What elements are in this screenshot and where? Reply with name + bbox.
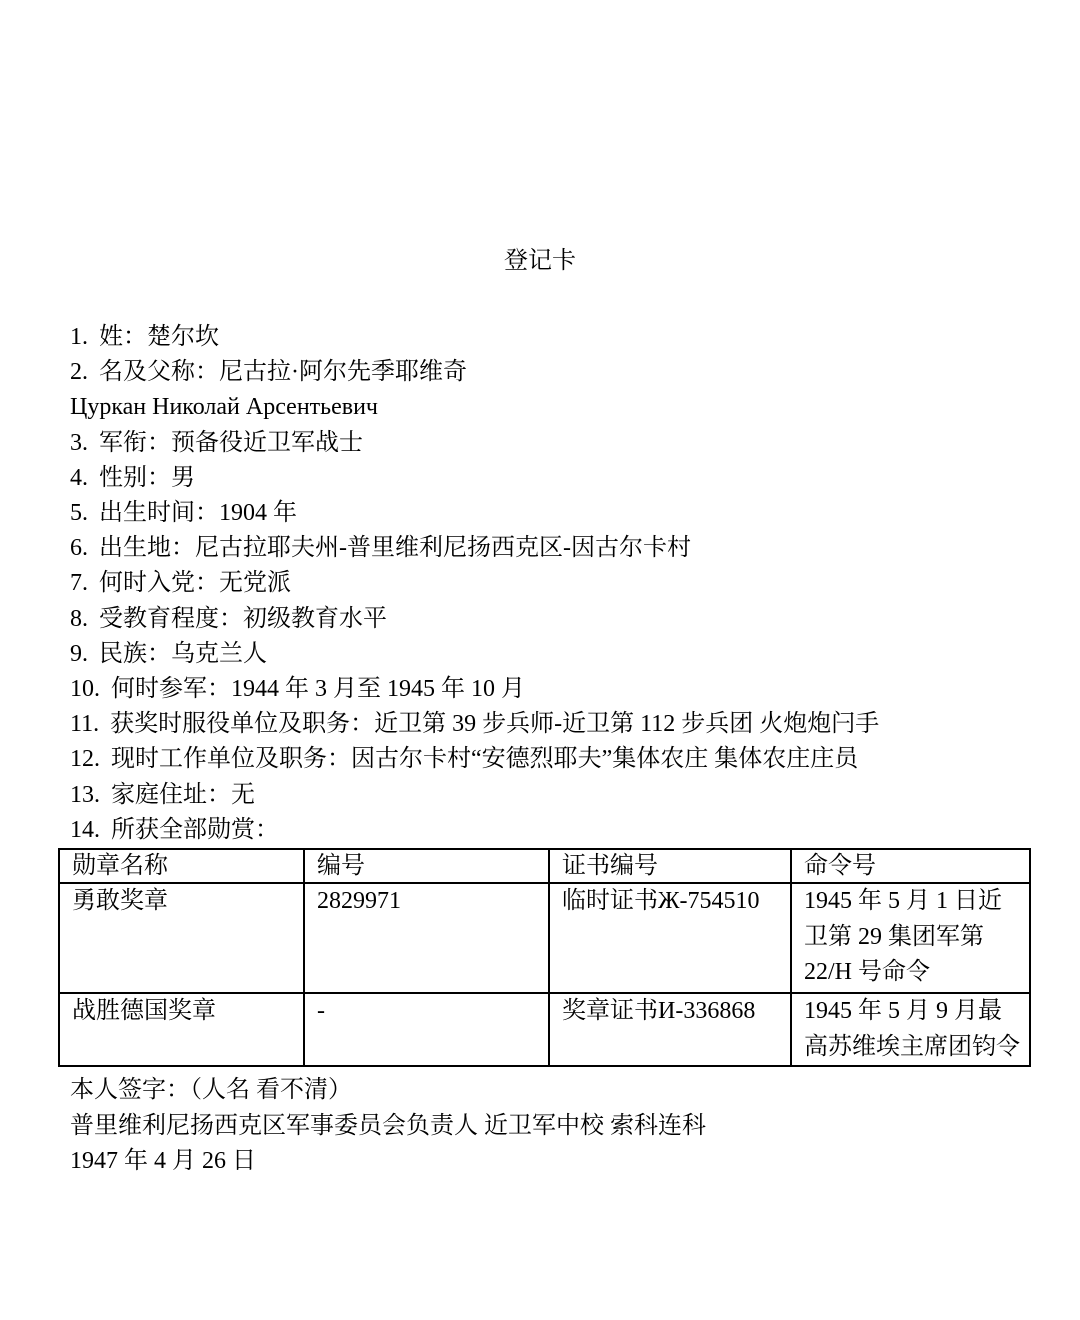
item-number: 11. xyxy=(70,711,100,738)
item-text: 出生地：尼古拉耶夫州-普里维利尼扬西克区-因古尔卡村 xyxy=(99,535,691,562)
item-number: 4. xyxy=(70,464,88,491)
header-medal-name: 勋章名称 xyxy=(59,849,304,883)
item-text: 获奖时服役单位及职务：近卫第 39 步兵师-近卫第 112 步兵团 火炮炮闩手 xyxy=(110,711,880,738)
item-text: 何时入党：无党派 xyxy=(99,570,291,597)
cell-certificate-number: 临时证书Ж-754510 xyxy=(549,883,791,993)
list-item xyxy=(70,742,1040,777)
item-number: 1. xyxy=(70,324,88,350)
list-item xyxy=(70,672,1040,707)
list-item xyxy=(70,496,1040,531)
list-item xyxy=(70,707,1040,742)
item-text: 出生时间：1904 年 xyxy=(99,500,297,527)
list-item xyxy=(70,426,1040,461)
item-number: 6. xyxy=(70,535,88,562)
cell-certificate-number: 奖章证书И-336868 xyxy=(549,993,791,1066)
footer-block xyxy=(70,1073,1040,1180)
list-item xyxy=(70,778,1040,813)
cell-order-number: 1945 年 5 月 9 月最高苏维埃主席团钧令 xyxy=(791,993,1030,1066)
date-line: 1947 年 4 月 26 日 xyxy=(70,1148,256,1175)
cell-medal-name: 战胜德国奖章 xyxy=(59,993,304,1066)
item-text: Цуркан Николай Арсентьевич xyxy=(70,394,379,421)
list-item xyxy=(70,461,1040,496)
item-number: 13. xyxy=(70,781,100,808)
item-text: 军衔：预备役近卫军战士 xyxy=(99,429,363,456)
item-text: 所获全部勋赏： xyxy=(111,816,279,843)
official-line: 普里维利尼扬西克区军事委员会负责人 近卫军中校 索科连科 xyxy=(70,1112,706,1139)
item-text: 名及父称：尼古拉·阿尔先季耶维奇 xyxy=(99,359,467,386)
header-order-number: 命令号 xyxy=(791,849,1030,883)
award-row xyxy=(59,993,1030,1066)
award-row xyxy=(59,883,1030,993)
signature-line: 本人签字：（人名 看不清） xyxy=(70,1077,352,1104)
list-item xyxy=(70,813,1040,848)
item-number: 2. xyxy=(70,359,88,386)
list-item xyxy=(70,602,1040,637)
item-number: 5. xyxy=(70,500,88,527)
item-number: 9. xyxy=(70,640,88,667)
list-item xyxy=(70,637,1040,672)
list-item xyxy=(70,531,1040,566)
cell-medal-name: 勇敢奖章 xyxy=(59,883,304,993)
item-text: 受教育程度：初级教育水平 xyxy=(99,605,387,632)
list-item xyxy=(70,320,1040,355)
item-text: 家庭住址：无 xyxy=(111,781,255,808)
page-title: 登记卡 xyxy=(504,248,576,274)
item-list xyxy=(70,320,1040,848)
cell-number: 2829971 xyxy=(304,883,549,993)
awards-table xyxy=(58,848,1031,1067)
list-item xyxy=(70,566,1040,601)
item-text: 性别：男 xyxy=(99,464,195,491)
header-certificate-number: 证书编号 xyxy=(549,849,791,883)
item-text: 何时参军：1944 年 3 月至 1945 年 10 月 xyxy=(111,676,525,703)
item-text: 民族：乌克兰人 xyxy=(99,640,267,667)
item-number: 14. xyxy=(70,816,100,843)
header-number: 编号 xyxy=(304,849,549,883)
item-number: 10. xyxy=(70,676,100,703)
item-text: 姓：楚尔坎 xyxy=(99,324,219,350)
item-number: 12. xyxy=(70,746,100,773)
item-text: 现时工作单位及职务：因古尔卡村“安德烈耶夫”集体农庄 集体农庄庄员 xyxy=(111,746,859,773)
item-number: 3. xyxy=(70,429,88,456)
list-item xyxy=(70,355,1040,390)
list-item-cyrillic-name xyxy=(70,390,1040,425)
awards-table-header-row xyxy=(59,849,1030,883)
item-number: 8. xyxy=(70,605,88,632)
cell-number: - xyxy=(304,993,549,1066)
item-number: 7. xyxy=(70,570,88,597)
cell-order-number: 1945 年 5 月 1 日近卫第 29 集团军第 22/H 号命令 xyxy=(791,883,1030,993)
